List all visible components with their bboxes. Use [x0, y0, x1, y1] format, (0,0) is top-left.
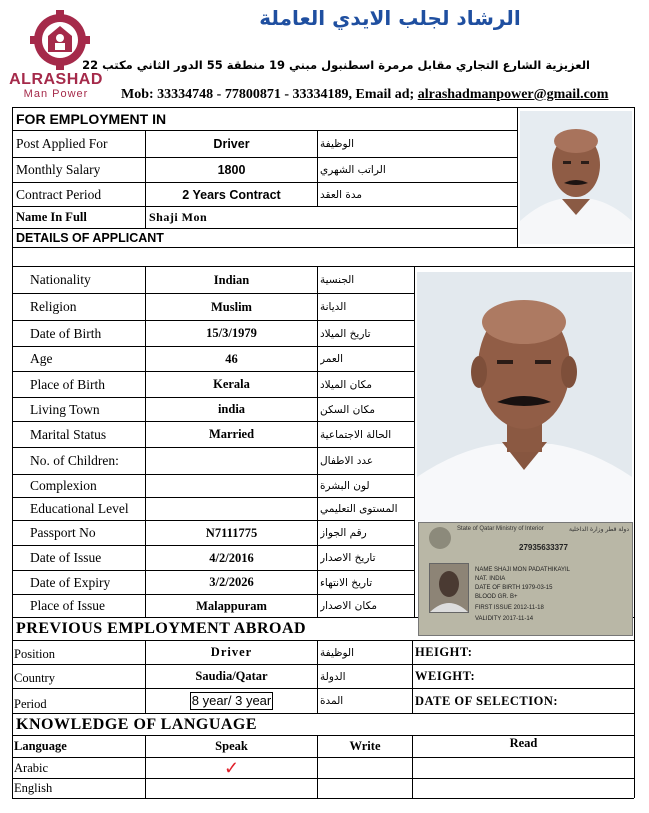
id-card-nat: NAT. INDIA [475, 576, 506, 582]
arabic-address: العزيزية الشارع التجاري مقابل مرمرة اسطنبول مبني 19 منطقة 55 الدور الثاني مكتب 22 [82, 58, 590, 72]
marital-status-label: Marital Status [30, 426, 107, 442]
date-of-selection-label: DATE OF SELECTION: [415, 693, 559, 708]
logo-name: ALRASHAD [9, 71, 103, 88]
language-header: Language [14, 739, 67, 753]
id-card-photo [429, 563, 469, 613]
living-town-arabic: مكان السكن [320, 403, 375, 416]
logo-subtitle: Man Power [23, 88, 89, 100]
age-value: 46 [225, 351, 238, 366]
date-of-expiry-label: Date of Expiry [30, 574, 111, 590]
place-of-birth-arabic: مكان الميلاد [320, 378, 372, 391]
contract-period-arabic: مدة العقد [320, 188, 362, 201]
prev-period-arabic: المدة [320, 695, 344, 707]
id-card-blood: BLOOD GR. B+ [475, 594, 518, 600]
complexion-arabic: لون البشرة [320, 480, 370, 492]
full-name-label: Name In Full [16, 210, 87, 224]
speak-header: Speak [215, 739, 248, 753]
education-label: Educational Level [30, 501, 129, 516]
children-label: No. of Children: [30, 453, 119, 468]
prev-period-cell [146, 689, 317, 713]
passport-no-label: Passport No [30, 525, 96, 540]
complexion-label: Complexion [30, 478, 97, 493]
english-write-value [318, 779, 412, 798]
english-read-value [413, 779, 634, 798]
language-section-title: KNOWLEDGE OF LANGUAGE [16, 715, 258, 733]
height-label: HEIGHT: [415, 645, 473, 659]
passport-no-value: N7111775 [205, 525, 258, 540]
id-card-dob: DATE OF BIRTH 1979-03-15 [475, 585, 553, 591]
contract-period-label: Contract Period [16, 186, 102, 202]
age-arabic: العمر [320, 353, 344, 365]
contact-phones: Mob: 33334748 - 77800871 - 33334189, Email ad; [121, 87, 418, 102]
living-town-value: india [217, 402, 246, 416]
place-of-birth-label: Place of Birth [30, 376, 105, 392]
id-card-header-ar: دولة قطر وزارة الداخلية [569, 526, 629, 533]
prev-country-arabic: الدولة [320, 670, 346, 683]
id-card-header-en: State of Qatar Ministry of Interior [457, 526, 544, 532]
post-applied-arabic: الوظيفة [320, 138, 355, 150]
education-arabic: المستوى التعليمي [320, 503, 398, 515]
age-label: Age [30, 351, 53, 366]
employment-section-title: FOR EMPLOYMENT IN [16, 111, 167, 127]
place-of-issue-arabic: مكان الاصدار [320, 600, 377, 612]
read-header: Read [509, 736, 538, 750]
dob-arabic: تاريخ الميلاد [320, 327, 371, 340]
prev-position-value: Driver [210, 645, 253, 659]
nationality-arabic: الجنسية [320, 274, 355, 286]
previous-employment-title: PREVIOUS EMPLOYMENT ABROAD [16, 620, 307, 637]
date-of-expiry-arabic: تاريخ الانتهاء [320, 576, 373, 589]
prev-country-value: Saudia/Qatar [195, 669, 268, 683]
id-card-validity: VALIDITY 2017-11-14 [475, 616, 534, 622]
prev-position-label: Position [14, 646, 55, 661]
children-value [146, 448, 317, 474]
arabic-company-title: الرشاد لجلب الايدي العاملة [259, 6, 521, 30]
applicant-section-title: DETAILS OF APPLICANT [16, 231, 164, 245]
religion-label: Religion [30, 299, 77, 314]
post-applied-label: Post Applied For [16, 136, 108, 151]
contract-period-value: 2 Years Contract [182, 187, 281, 202]
arabic-speak-check-icon: ✓ [223, 758, 240, 778]
monthly-salary-label: Monthly Salary [16, 162, 101, 177]
post-applied-value: Driver [213, 137, 250, 151]
language-english-label: English [14, 781, 53, 795]
applicant-photo-small [520, 111, 632, 244]
write-header: Write [349, 739, 381, 753]
contact-line [121, 87, 608, 103]
arabic-write-value [318, 758, 412, 778]
id-card-name: NAME SHAJI MON PADATHIKAYIL [475, 567, 571, 573]
monthly-salary-arabic: الراتب الشهري [320, 164, 386, 176]
arabic-read-value [413, 758, 634, 778]
prev-country-label: Country [14, 670, 55, 685]
id-card-emblem-icon [429, 527, 451, 549]
id-card-number: 27935633377 [519, 543, 568, 552]
dob-label: Date of Birth [30, 325, 102, 341]
date-of-expiry-value: 3/2/2026 [209, 575, 254, 589]
date-of-issue-arabic: تاريخ الاصدار [320, 552, 376, 564]
passport-no-arabic: رقم الجواز [320, 527, 367, 539]
monthly-salary-value: 1800 [217, 163, 246, 177]
living-town-label: Living Town [30, 401, 100, 417]
id-card-issue: FIRST ISSUE 2012-11-18 [475, 605, 544, 611]
prev-period-label: Period [14, 696, 47, 711]
english-speak-value [146, 779, 317, 798]
education-value [146, 498, 317, 520]
place-of-birth-value: Kerala [213, 377, 250, 391]
place-of-issue-label: Place of Issue [30, 598, 105, 613]
marital-status-arabic: الحالة الاجتماعية [320, 428, 392, 441]
place-of-issue-value: Malappuram [196, 598, 267, 613]
applicant-photo-large [417, 272, 632, 522]
qatar-id-card [418, 522, 633, 636]
full-name-value: Shaji Mon [149, 210, 208, 224]
prev-period-value: 8 year/ 3 year [191, 693, 272, 708]
marital-status-value: Married [208, 427, 255, 441]
weight-label: WEIGHT: [415, 669, 476, 683]
date-of-issue-value: 4/2/2016 [209, 550, 254, 565]
contact-email[interactable]: alrashadmanpower@gmail.com [417, 87, 609, 102]
language-arabic-label: Arabic [14, 760, 49, 775]
religion-value: Muslim [211, 299, 252, 314]
religion-arabic: الديانة [320, 301, 347, 313]
nationality-label: Nationality [30, 272, 91, 287]
children-arabic: عدد الاطفال [320, 455, 374, 467]
dob-value: 15/3/1979 [206, 326, 257, 340]
nationality-value: Indian [213, 272, 250, 287]
date-of-issue-label: Date of Issue [30, 550, 102, 565]
prev-position-arabic: الوظيفة [320, 646, 355, 659]
complexion-value [146, 475, 317, 497]
